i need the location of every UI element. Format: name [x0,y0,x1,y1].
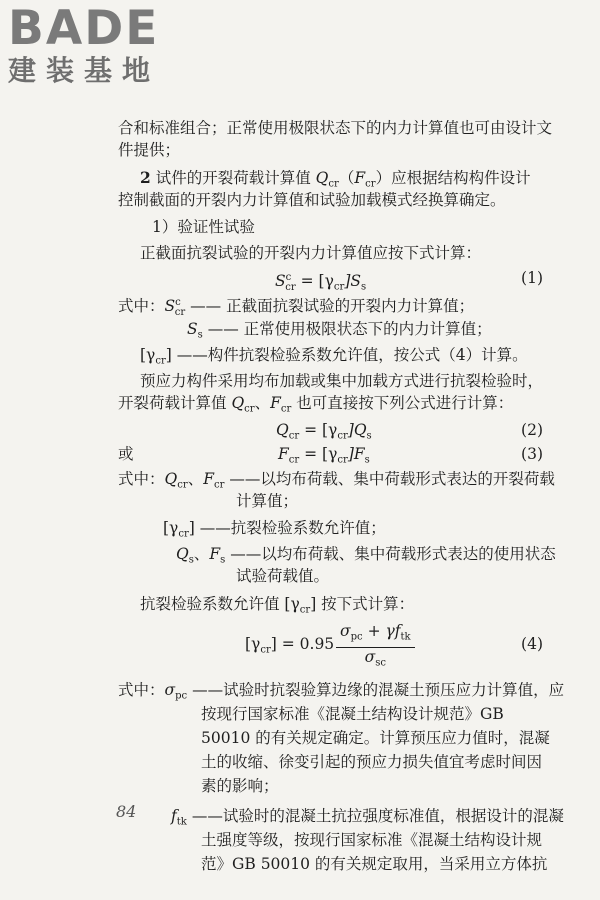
equation-number: (1) [521,269,543,287]
where-3-ftk-l3: 范》GB 50010 的有关规定取用，当采用立方体抗 [201,855,548,873]
where-3-sigma-l2: 按现行国家标准《混凝土结构设计规范》GB [201,705,504,723]
where-3-sigma-l3: 50010 的有关规定确定。计算预压应力值时，混凝 [201,729,550,747]
text-line-1: 合和标准组合；正常使用极限状态下的内力计算值也可由设计文 [118,119,553,137]
equation-number: (4) [521,635,543,653]
text-line-6: 正截面抗裂试验的开裂内力计算值应按下式计算： [140,244,482,262]
text-line-2: 件提供； [118,141,181,159]
equation-4: $[\gamma_{cr}] = 0.95$ $\sigma_{pc} + \gamma f_{tk}$ $\sigma_{sc}$ (4) [0,622,600,666]
where-3-sigma-l5: 素的影响； [201,777,279,795]
where-3-sigma-l4: 土的收缩、徐变引起的预应力损失值宜考虑时间因 [201,753,543,771]
where-2-c-cont: 试验荷载值。 [236,567,330,585]
where-1-b: $S_s$ —— 正常使用极限状态下的内力计算值； [187,320,492,341]
where-1-a: 式中：$S^c_{cr}$ —— 正截面抗裂试验的开裂内力计算值； [118,297,475,318]
para-3: 抗裂检验系数允许值 $[\gamma_{cr}]$ 按下式计算： [140,595,415,616]
para-2-line-1: 预应力构件采用均布加载或集中加载方式进行抗裂检验时， [140,372,544,390]
where-2-a: 式中：$Q_{cr}$、$F_{cr}$ ——以均布荷载、集中荷载形式表达的开裂荷载 [118,470,555,491]
fraction: $\sigma_{pc} + \gamma f_{tk}$ $\sigma_{sc}$ [336,622,415,672]
where-3-sigma: 式中：$\sigma_{pc}$ ——试验时抗裂验算边缘的混凝土预压应力计算值，应 [118,681,565,702]
equation-number: (3) [521,445,543,463]
where-3-ftk-l2: 土强度等级，按现行国家标准《混凝土结构设计规 [201,831,543,849]
para-2-line-2: 开裂荷载计算值 $Q_{cr}$、$F_{cr}$ 也可直接按下列公式进行计算： [118,394,514,415]
or-label: 或 [118,445,134,463]
equation-number: (2) [521,421,543,439]
where-2-b: $[\gamma_{cr}]$ ——抗裂检验系数允许值； [163,519,386,540]
where-3-ftk: $f_{tk}$ ——试验时的混凝土抗拉强度标准值，根据设计的混凝 [171,807,564,828]
text-line-3: 2 试件的开裂荷载计算值 $Q_{cr}(F_{cr})$应根据结构构件设计 [140,168,531,190]
logo-wordmark: BADE [8,1,160,56]
where-1-c: $[\gamma_{cr}]$ ——构件抗裂检验系数允许值，按公式（4）计算。 [140,346,528,367]
text-line-4: 控制截面的开裂内力计算值和试验加载模式经换算确定。 [118,191,506,209]
page-number: 84 [116,802,137,821]
where-2-a-cont: 计算值； [236,492,299,510]
logo-subtitle: 建装基地 [8,54,161,87]
where-2-c: $Q_s$、$F_s$ ——以均布荷载、集中荷载形式表达的使用状态 [176,545,556,566]
section-heading: 1）验证性试验 [152,218,255,236]
logo [8,1,161,88]
